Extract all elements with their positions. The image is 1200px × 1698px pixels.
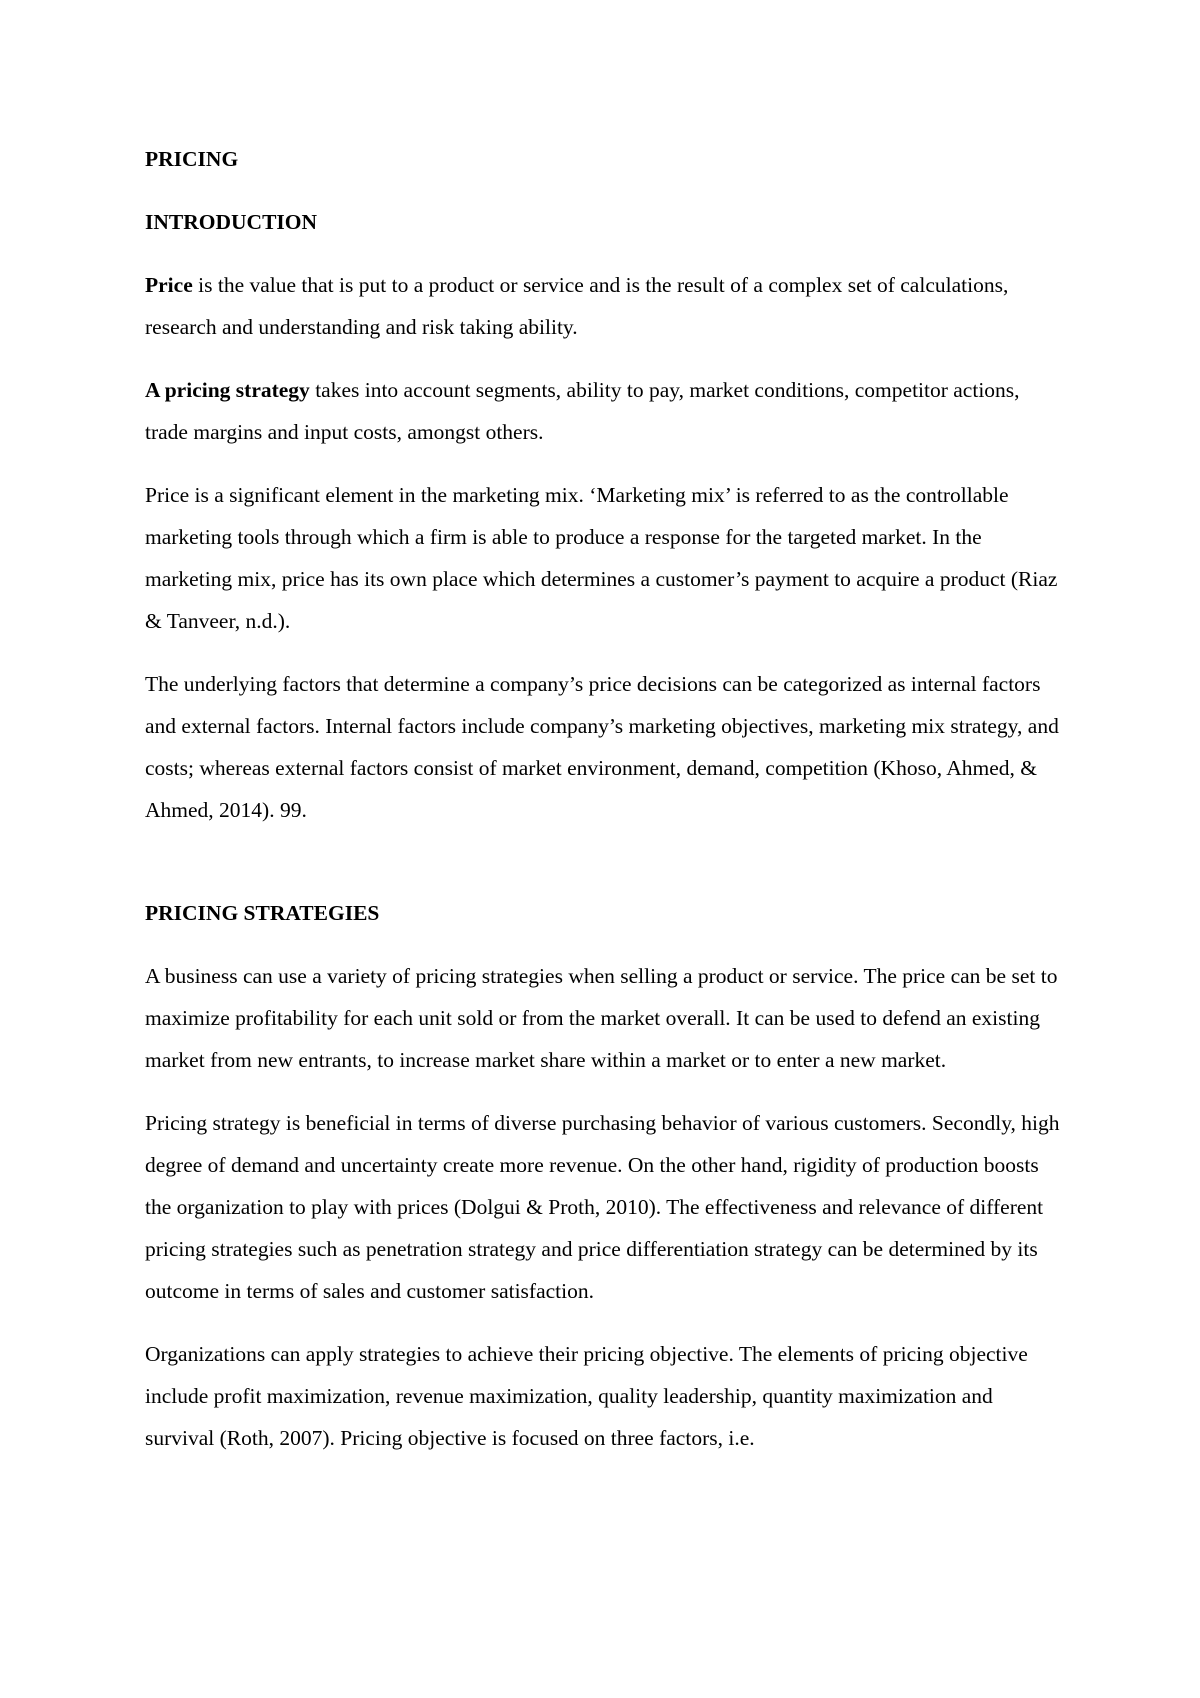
document-body bbox=[145, 138, 1065, 1480]
term-price: Price bbox=[145, 273, 193, 297]
section-heading-introduction: INTRODUCTION bbox=[145, 210, 318, 234]
strategies-paragraph-2: Pricing strategy is beneficial in terms of diverse purchasing behavior of various customers. Secondly, high degree of demand and uncertainty create more revenue. On the other hand, rigidity of production boosts the organization to play with prices (Dolgui & Proth, 2010). The effectiveness and relevance of different pricing strategies such as penetration strategy and price differentiation strategy can be determined by its outcome in terms of sales and customer satisfaction. bbox=[145, 1111, 1060, 1303]
intro-paragraph-2-text: takes into account segments, ability to pay, market conditions, competitor actions, trade margins and input costs, amongst others. bbox=[145, 378, 1020, 444]
intro-paragraph-1 bbox=[145, 264, 1065, 348]
document-title: PRICING bbox=[145, 147, 239, 171]
intro-paragraph-1-text: is the value that is put to a product or service and is the result of a complex set of calculations, research and understanding and risk taking ability. bbox=[145, 273, 1009, 339]
strategies-paragraph-1: A business can use a variety of pricing strategies when selling a product or service. The price can be set to maximize profitability for each unit sold or from the market overall. It can be used to defend an existing market from new entrants, to increase market share within a market or to enter a new market. bbox=[145, 964, 1058, 1072]
section-heading-pricing-strategies: PRICING STRATEGIES bbox=[145, 901, 380, 925]
strategies-paragraph-3: Organizations can apply strategies to achieve their pricing objective. The elements of pricing objective include profit maximization, revenue maximization, quality leadership, quantity maximization and survival (Roth, 2007). Pricing objective is focused on three factors, i.e. bbox=[145, 1342, 1028, 1450]
term-pricing-strategy: A pricing strategy bbox=[145, 378, 310, 402]
intro-paragraph-3: Price is a significant element in the marketing mix. ‘Marketing mix’ is referred to as the controllable marketing tools through which a firm is able to produce a response for the targeted market. In the marketing mix, price has its own place which determines a customer’s payment to acquire a product (Riaz & Tanveer, n.d.). bbox=[145, 483, 1058, 633]
intro-paragraph-2 bbox=[145, 369, 1065, 453]
intro-paragraph-4: The underlying factors that determine a company’s price decisions can be categorized as internal factors and external factors. Internal factors include company’s marketing objectives, marketing mix strategy, and costs; whereas external factors consist of market environment, demand, competition (Khoso, Ahmed, & Ahmed, 2014). 99. bbox=[145, 672, 1059, 822]
